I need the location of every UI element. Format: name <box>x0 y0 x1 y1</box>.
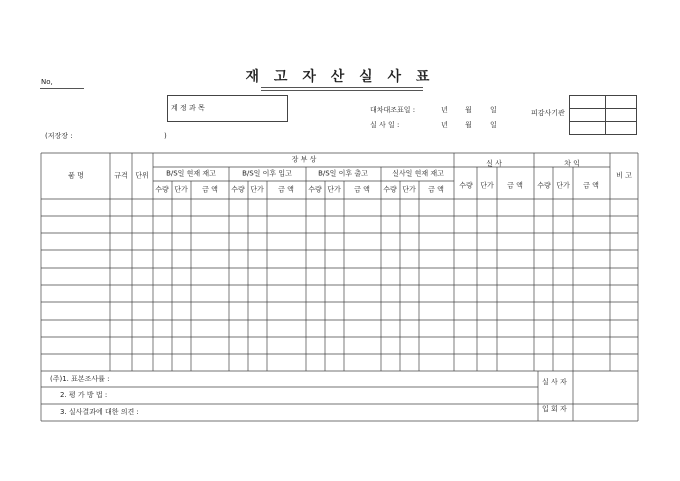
actual-amount-header: 금 액 <box>507 181 523 190</box>
col-spec-header: 규격 <box>114 171 128 180</box>
title-underline-2 <box>261 90 423 91</box>
witness-label: 입 회 자 <box>542 405 567 413</box>
diff-qty-header: 수량 <box>537 181 551 190</box>
sub-after-in-header: B/S일 이후 입고 <box>242 169 292 178</box>
note-valuation-method: 2. 평 가 방 법 : <box>60 391 108 399</box>
survey-qty-header: 수량 <box>383 185 397 194</box>
col-remark-header: 비 고 <box>616 171 632 180</box>
bs-date-month: 월 <box>465 106 472 114</box>
company-close: ) <box>164 132 167 140</box>
bs-date-year: 년 <box>441 106 448 114</box>
doc-number-underline <box>40 88 84 89</box>
bs-qty-header: 수량 <box>155 185 169 194</box>
bs-date-label: 대차대조표일 : <box>370 106 416 114</box>
bs-date-day: 일 <box>490 106 497 114</box>
sub-survey-stock-header: 실사일 현재 재고 <box>392 169 444 178</box>
survey-date-month: 월 <box>465 121 472 129</box>
diff-group-header: 차 익 <box>564 159 580 168</box>
in-price-header: 단가 <box>250 185 264 194</box>
ledger-group-header: 장 부 상 <box>291 155 317 164</box>
note-sampling-rate: (주)1. 표본조사률 : <box>50 375 110 383</box>
surveyor-label: 실 사 자 <box>542 378 567 386</box>
doc-number-label: No, <box>41 78 53 86</box>
note-survey-opinion: 3. 실사결과에 대한 의견 : <box>60 408 139 416</box>
approval-box[interactable] <box>569 95 637 135</box>
out-price-header: 단가 <box>327 185 341 194</box>
survey-date-label: 실 사 일 : <box>370 121 400 129</box>
account-label: 계 정 과 목 <box>171 104 205 112</box>
bs-price-header: 단가 <box>174 185 188 194</box>
document-title: 재 고 자 산 실 사 표 <box>245 69 435 85</box>
col-unit-header: 단위 <box>135 171 149 180</box>
col-item-header: 품 명 <box>68 171 84 180</box>
diff-amount-header: 금 액 <box>583 181 599 190</box>
actual-price-header: 단가 <box>480 181 494 190</box>
bs-amount-header: 금 액 <box>202 185 218 194</box>
auditee-label: 피감사기관 <box>531 109 565 117</box>
survey-date-year: 년 <box>441 121 448 129</box>
actual-qty-header: 수량 <box>459 181 473 190</box>
out-qty-header: 수량 <box>308 185 322 194</box>
survey-amount-header: 금 액 <box>428 185 444 194</box>
in-amount-header: 금 액 <box>278 185 294 194</box>
sub-after-out-header: B/S일 이후 출고 <box>318 169 368 178</box>
diff-price-header: 단가 <box>556 181 570 190</box>
sub-bs-stock-header: B/S일 현재 재고 <box>166 169 216 178</box>
company-label: (저장장 : <box>45 132 73 140</box>
actual-group-header: 실 사 <box>486 159 502 168</box>
survey-date-day: 일 <box>490 121 497 129</box>
survey-price-header: 단가 <box>402 185 416 194</box>
out-amount-header: 금 액 <box>354 185 370 194</box>
in-qty-header: 수량 <box>231 185 245 194</box>
title-underline-1 <box>261 87 423 88</box>
